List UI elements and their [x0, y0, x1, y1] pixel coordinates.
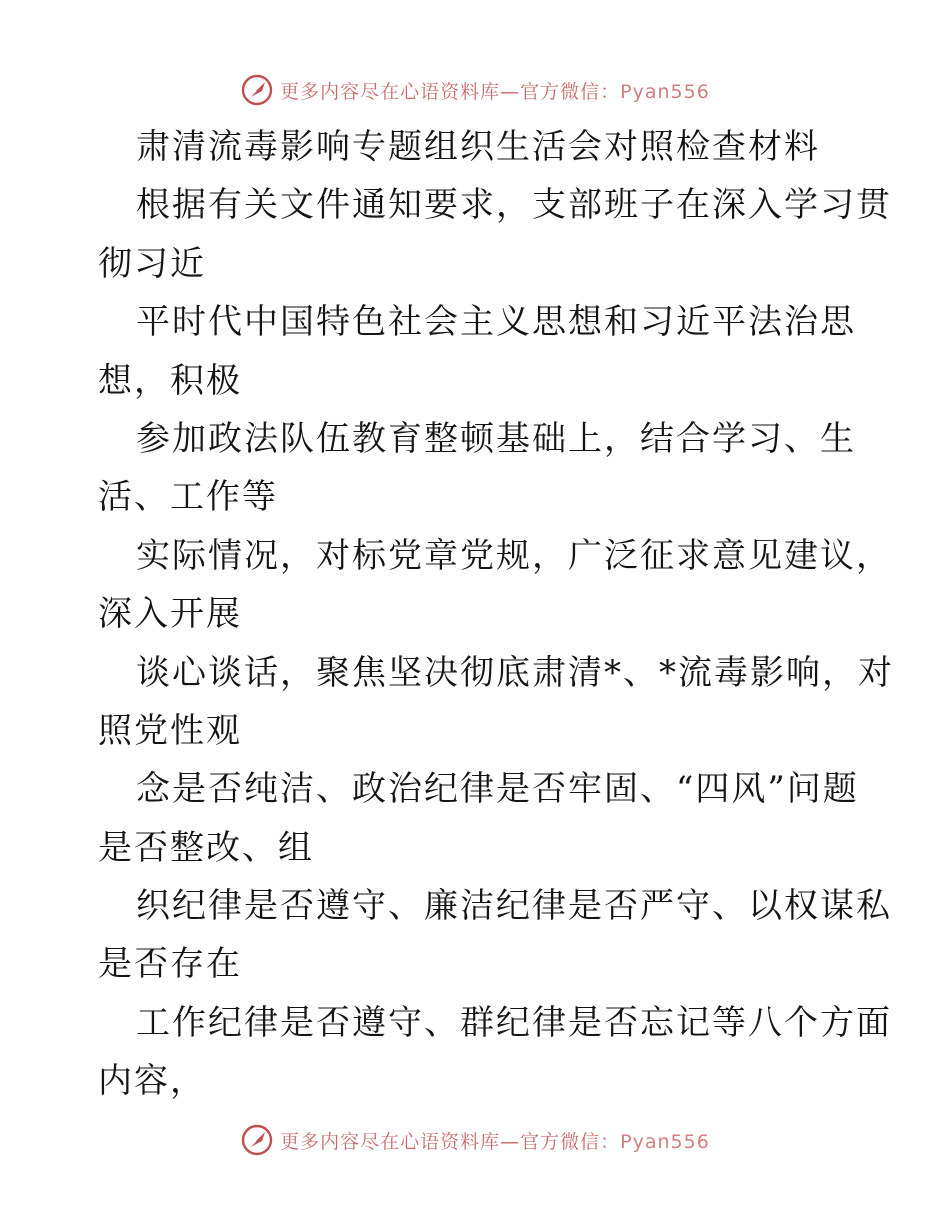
- quill-logo-icon: [240, 1123, 274, 1157]
- text-line: 工作纪律是否遵守、群纪律是否忘记等八个方面: [136, 1002, 892, 1043]
- text-line: 深入开展: [98, 594, 242, 635]
- header-watermark: [0, 70, 950, 110]
- text-line: 平时代中国特色社会主义思想和习近平法治思: [136, 302, 856, 343]
- text-line: 活、工作等: [98, 477, 278, 518]
- text-line: 彻习近: [98, 243, 206, 284]
- text-line: 想，积极: [98, 360, 242, 401]
- text-line: 根据有关文件通知要求，支部班子在深入学习贯: [136, 185, 892, 226]
- text-line: 内容，: [98, 1061, 206, 1102]
- footer-watermark: [0, 1120, 950, 1160]
- text-line: 实际情况，对标党章党规，广泛征求意见建议，: [136, 535, 892, 576]
- watermark-text: [280, 77, 710, 104]
- text-line: 念是否纯洁、政治纪律是否牢固、“四风”问题: [136, 769, 859, 810]
- document-body: [98, 118, 894, 1111]
- text-line: 是否存在: [98, 944, 242, 985]
- watermark-text: [280, 1127, 710, 1154]
- quill-logo-icon: [240, 73, 274, 107]
- text-line: 谈心谈话，聚焦坚决彻底肃清*、*流毒影响，对: [136, 652, 894, 693]
- watermark-wechat-id: Pyan556: [620, 80, 710, 103]
- text-line: 织纪律是否遵守、廉洁纪律是否严守、以权谋私: [136, 886, 892, 927]
- watermark-label: 更多内容尽在心语资料库—官方微信：: [280, 1130, 621, 1153]
- watermark-wechat-id: Pyan556: [620, 1130, 710, 1153]
- text-line: 是否整改、组: [98, 827, 314, 868]
- document-title: 肃清流毒影响专题组织生活会对照检查材料: [136, 127, 820, 167]
- text-line: 照党性观: [98, 710, 242, 751]
- text-line: 参加政法队伍教育整顿基础上，结合学习、生: [136, 418, 856, 459]
- watermark-label: 更多内容尽在心语资料库—官方微信：: [280, 80, 621, 103]
